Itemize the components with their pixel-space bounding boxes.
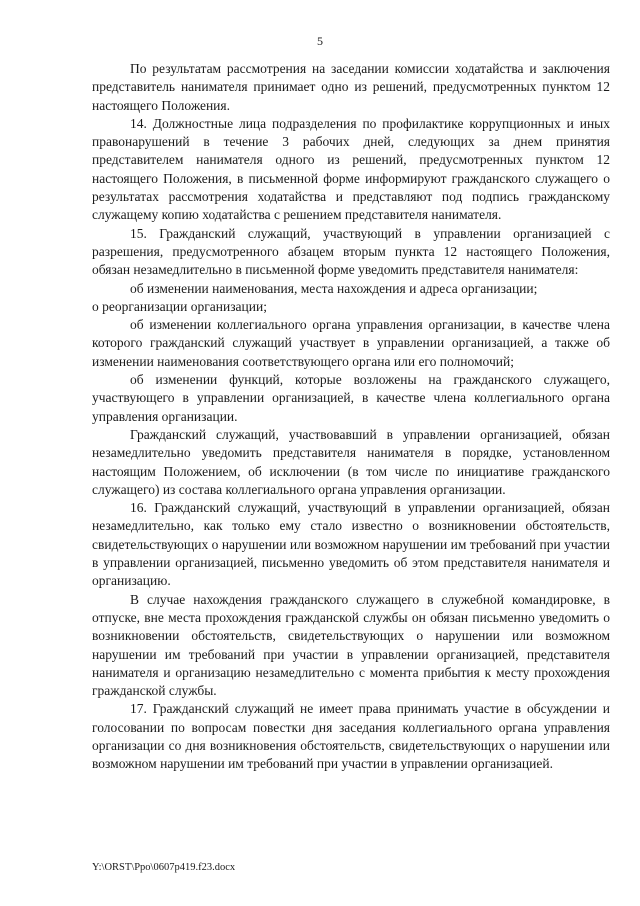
paragraph-business-trip: В случае нахождения гражданского служащего в служебной командировке, в отпуске, вне места прохождения гражданской службы он обязан письменно уведомить о возникновении обстоятельств, свидетельствующих о нарушении или возможном нарушении им требований при участии в управлении организацией, представителя нанимателя и организацию незамедлительно с момента прибытия к месту прохождения гражданской службы. — [92, 591, 610, 699]
document-body — [92, 60, 610, 774]
paragraph-item-14: 14. Должностные лица подразделения по профилактике коррупционных и иных правонарушений в течение 3 рабочих дней, следующих за днем принятия представителем нанимателя одного из решений, предусмотренных пунктом 12 настоящего Положения, в письменной форме информируют гражданского служащего о результатах рассмотрения ходатайства и представляют под подпись гражданскому служащему копию ходатайства с решением представителя нанимателя. — [92, 115, 610, 223]
paragraph-item-17: 17. Гражданский служащий не имеет права принимать участие в обсуждении и голосовании по вопросам повестки дня заседания коллегиального органа управления организации со дня возникновения обстоятельств, свидетельствующих о нарушении или возможном нарушении им требований при участии в управлении организацией. — [92, 701, 610, 772]
paragraph-exclusion-notice: Гражданский служащий, участвовавший в управлении организацией, обязан незамедлительно уведомить представителя нанимателя в порядке, установленном настоящим Положением, об исключении (в том числе по инициативе гражданского служащего) из состава коллегиального органа управления организации. — [92, 426, 610, 497]
footer-file-path: Y:\ORST\Ppo\0607p419.f23.docx — [92, 862, 236, 873]
paragraph-decision-outcome: По результатам рассмотрения на заседании комиссии ходатайства и заключения представитель нанимателя принимает одно из решений, предусмотренных пунктом 12 настоящего Положения. — [92, 61, 610, 113]
paragraph-collegial-body-change: об изменении коллегиального органа управления организации, в качестве члена которого гражданский служащий участвует в управлении организацией, а также об изменении наименования соответствующего органа или его полномочий; — [92, 317, 610, 369]
paragraph-item-15: 15. Гражданский служащий, участвующий в управлении организацией с разрешения, предусмотренного абзацем вторым пункта 12 настоящего Положения, обязан незамедлительно в письменной форме уведомить представителя нанимателя: — [92, 225, 610, 278]
paragraph-item-16: 16. Гражданский служащий, участвующий в управлении организацией, обязан незамедлительно, как только ему стало известно о возникновении обстоятельств, свидетельствующих о нарушении или возможном нарушении им требований при участии в управлении организацией, письменно уведомить об этом представителя нанимателя и организацию. — [92, 500, 610, 589]
paragraph-functions-change: об изменении функций, которые возложены на гражданского служащего, участвующего в управлении организацией, в качестве члена коллегиального органа управления организации. — [92, 372, 610, 424]
page-number: 5 — [317, 34, 323, 48]
paragraph-name-change: об изменении наименования, места нахождения и адреса организации; — [130, 280, 538, 296]
paragraph-reorganization: о реорганизации организации; — [92, 298, 267, 314]
